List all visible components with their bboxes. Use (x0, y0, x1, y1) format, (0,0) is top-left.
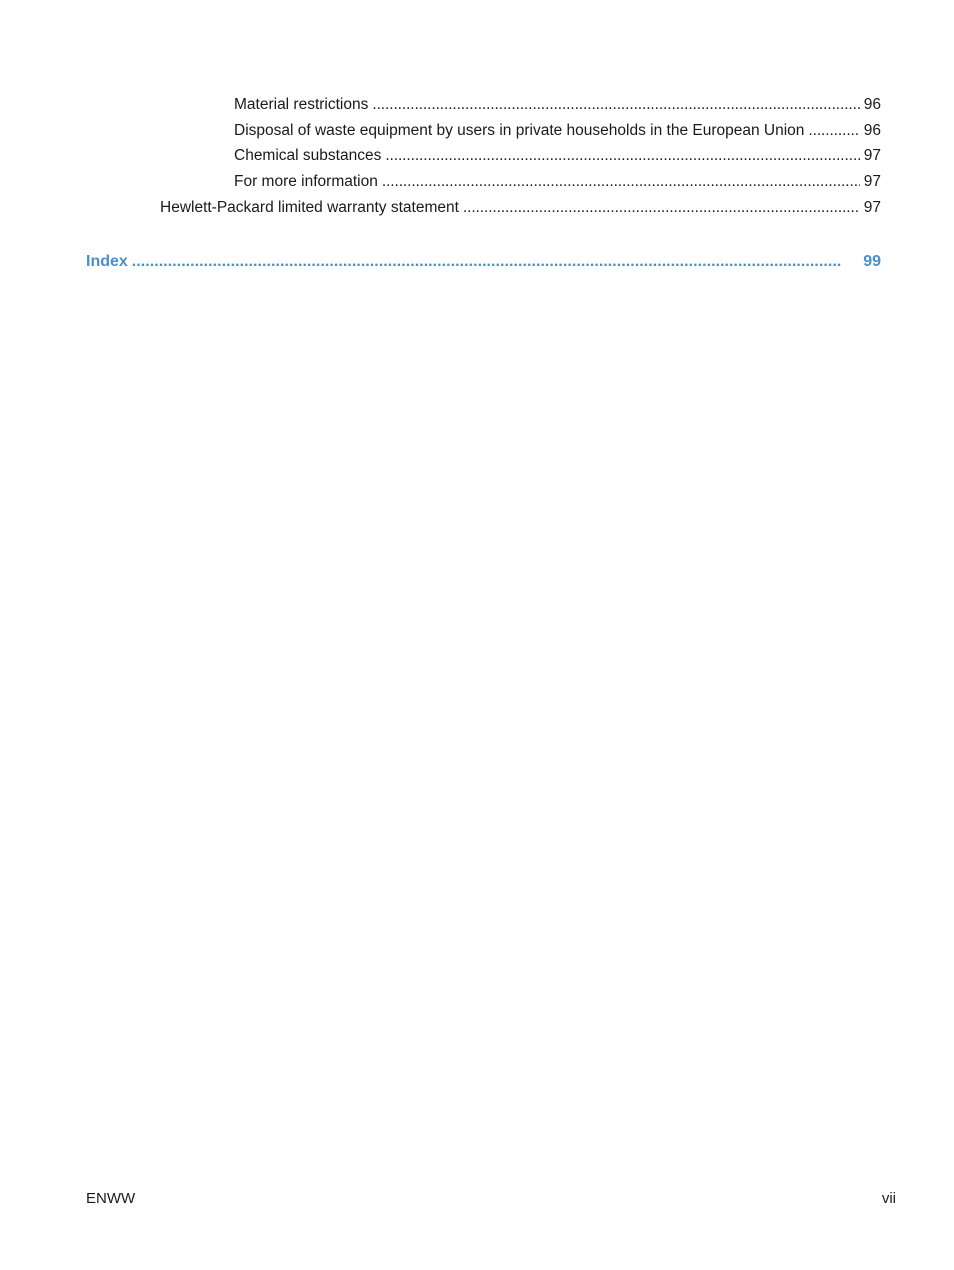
footer-doc-code: ENWW (86, 1190, 136, 1207)
toc-entry-chemical-substances[interactable] (234, 146, 881, 166)
toc-entry-label: Disposal of waste equipment by users in private households in the European Union (234, 122, 805, 139)
toc-leader-dots (382, 172, 860, 192)
toc-entry-limited-warranty[interactable] (160, 198, 881, 218)
toc-entry-label: Hewlett-Packard limited warranty statement (160, 199, 459, 216)
toc-leader-dots (372, 95, 859, 115)
toc-entry-page: 97 (863, 147, 881, 164)
toc-entry-label: Material restrictions (234, 96, 369, 113)
toc-entry-label: Chemical substances (234, 147, 382, 164)
toc-leader-dots (808, 121, 859, 141)
toc-entry-material-restrictions[interactable] (234, 95, 881, 115)
toc-leader-dots (132, 252, 859, 272)
toc-entry-disposal-of-waste[interactable] (234, 121, 881, 141)
toc-entry-page: 96 (863, 122, 881, 139)
toc-entry-page: 97 (863, 199, 881, 216)
toc-entry-page: 96 (863, 96, 881, 113)
toc-entry-page: 99 (863, 253, 881, 270)
toc-entry-index[interactable] (86, 252, 881, 272)
toc-entry-label: For more information (234, 173, 378, 190)
toc-entry-page: 97 (863, 173, 881, 190)
toc-entry-label: Index (86, 253, 128, 270)
toc-leader-dots (385, 146, 859, 166)
toc-entry-for-more-information[interactable] (234, 172, 881, 192)
footer-page-number: vii (881, 1190, 896, 1207)
toc-leader-dots (463, 198, 860, 218)
